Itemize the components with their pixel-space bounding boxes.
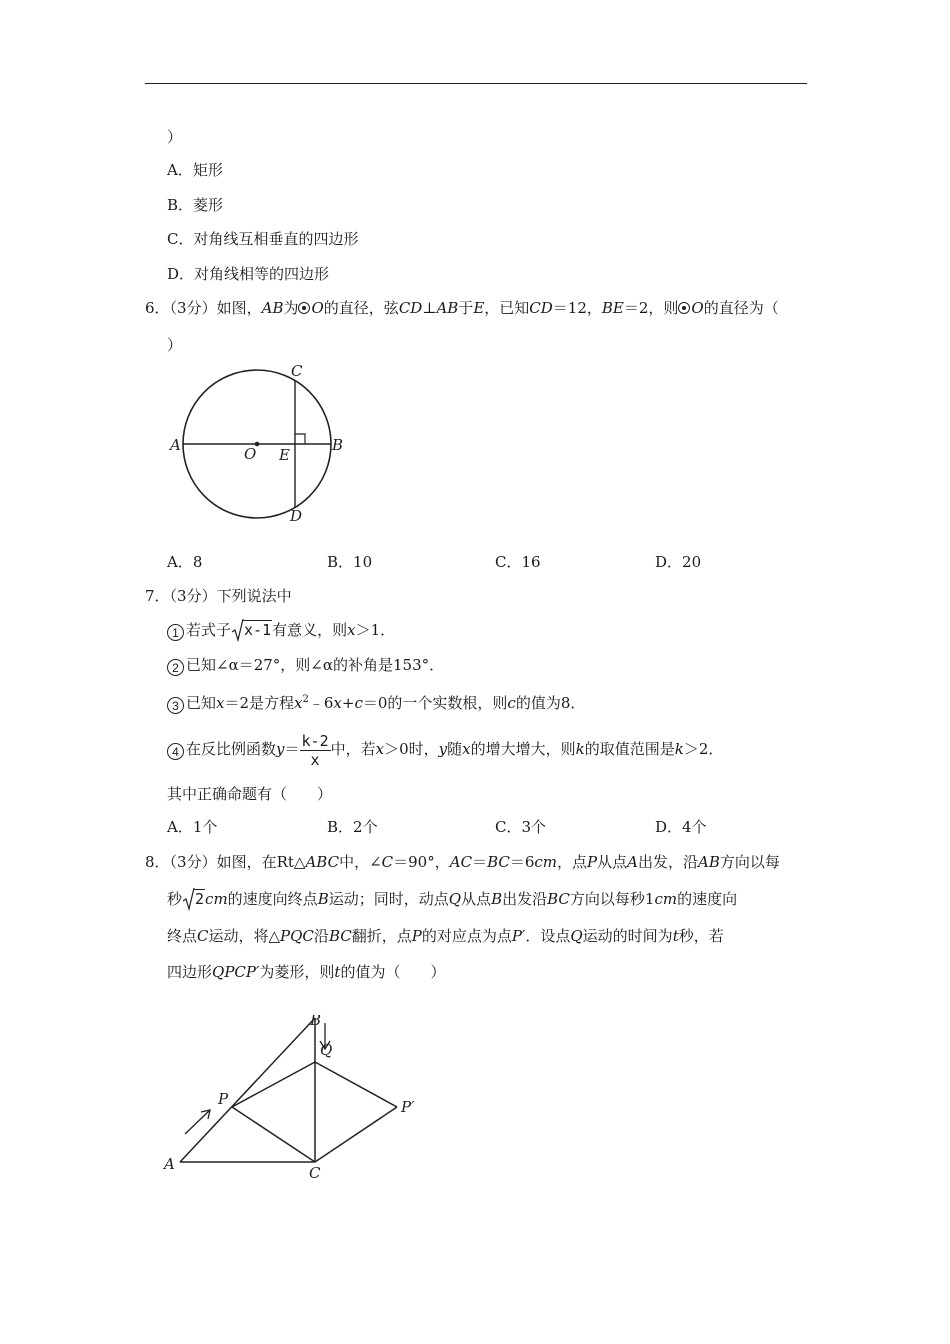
segment-p-prime-c [315, 1107, 397, 1162]
q5-option-d[interactable]: D．对角线相等的四边形 [167, 265, 330, 283]
q8-figure-triangle [160, 1015, 430, 1190]
label-p: P [218, 1090, 229, 1108]
label-b: B [310, 1015, 322, 1030]
label-c: C [309, 1164, 321, 1182]
label-a: A [164, 1155, 175, 1173]
q6-option-a[interactable]: A．8 [167, 553, 203, 571]
arrow-up-right-icon [185, 1110, 210, 1134]
header-rule [145, 83, 807, 84]
q7-statement-4: 4 在反比例函数y＝ $\frac{k-2}{x}$ 中，若x＞0时，y随x的增大增大，则k的取值范围是k＞2． [167, 727, 723, 771]
q8-line-3: 终点C运动，将△PQC沿BC翻折，点P的对应点为点P′．设点Q运动的时间为t秒，若 [167, 927, 724, 945]
q7-statement-2: 2 已知∠α＝27°，则∠α的补角是153°． [167, 655, 444, 676]
q6-option-d[interactable]: D．20 [655, 553, 702, 571]
circled-number: 2 [167, 659, 184, 676]
q7-question: 其中正确命题有（ ） [167, 785, 333, 803]
label-d: D [290, 507, 303, 525]
segment-pq [232, 1062, 315, 1107]
q7-statement-3: 3 已知x＝2是方程$x^2﹣6x+c=0$的一个实数根，则c的值为8． [167, 690, 585, 714]
sqrt-expression: 2 [182, 889, 205, 909]
label-b: B [332, 436, 344, 454]
q7-option-a[interactable]: A．1个 [167, 818, 218, 836]
q7-statement-1: 1 若式子 x-1有意义，则x＞1． [167, 620, 395, 641]
label-c: C [291, 362, 303, 380]
q5-tail: ） [167, 128, 183, 146]
circled-number: 1 [167, 624, 184, 641]
circled-number: 3 [167, 697, 184, 714]
label-o: O [244, 445, 257, 463]
q7-option-c[interactable]: C．3个 [495, 818, 547, 836]
q7-stem: 7．（3分）下列说法中 [145, 587, 292, 605]
label-e: E [279, 446, 290, 464]
circle-dot-icon [678, 302, 690, 314]
q7-option-d[interactable]: D．4个 [655, 818, 707, 836]
q5-option-c[interactable]: C．对角线互相垂直的四边形 [167, 230, 359, 248]
label-p-prime: P′ [401, 1098, 415, 1116]
q6-option-b[interactable]: B．10 [327, 553, 373, 571]
q6-tail: ） [167, 336, 183, 354]
q6-figure-circle [160, 355, 360, 530]
segment-qp-prime [315, 1062, 397, 1107]
right-angle-mark [295, 434, 305, 444]
q8-line-4: 四边形QPCP′为菱形，则t的值为（ ） [167, 963, 446, 981]
segment-pc [232, 1107, 315, 1162]
q8-line-1: 8．（3分）如图，在Rt△ABC中，∠C＝90°，AC＝BC＝6cm，点P从点A出发，沿AB方向以每 [145, 853, 780, 871]
circled-number: 4 [167, 743, 184, 760]
label-a: A [170, 436, 181, 454]
fraction: $\frac{k-2}{x}$ [301, 731, 329, 769]
q5-option-b[interactable]: B．菱形 [167, 196, 224, 214]
sqrt-expression: x-1 [231, 620, 272, 640]
q6-stem: 6．（3分）如图，AB为 O的直径，弦CD⊥AB于E，已知CD＝12，BE＝2，则 O的直径为（ [145, 299, 779, 317]
q5-option-a[interactable]: A．矩形 [167, 161, 223, 179]
label-q: Q [320, 1041, 333, 1059]
q7-option-b[interactable]: B．2个 [327, 818, 378, 836]
q6-option-c[interactable]: C．16 [495, 553, 541, 571]
segment-ab [180, 1018, 315, 1162]
q8-line-2: 秒 2cm的速度向终点B运动；同时，动点Q从点B出发沿BC方向以每秒1cm的速度向 [167, 890, 738, 908]
circle-dot-icon [298, 302, 310, 314]
